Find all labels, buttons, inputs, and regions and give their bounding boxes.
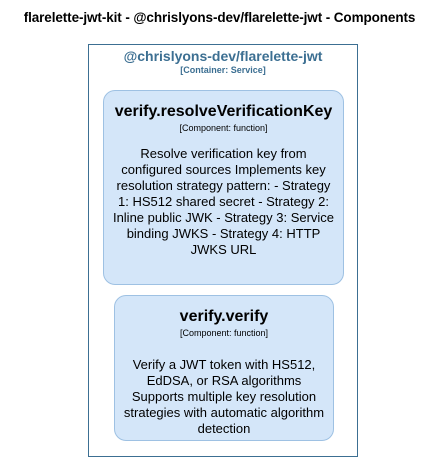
container-type: [Container: Service] (180, 65, 266, 75)
component-description: Resolve verification key from configured sources Implements key resolution strategy pattern: - Strategy 1: HS512 shared secret - Strategy 2: Inline public JWK - Strategy 3: Service binding JWKS - Strategy 4: HTTP JWKS URL (112, 146, 335, 257)
component-type: [Component: function] (179, 123, 268, 133)
container-name: @chrislyons-dev/flarelette-jwt (123, 48, 323, 64)
component-type: [Component: function] (179, 328, 269, 338)
component-resolve-verification-key[interactable] (103, 90, 344, 285)
diagram-title: flarelette-jwt-kit - @chrislyons-dev/flarelette-jwt - Components (23, 10, 416, 25)
component-description: Verify a JWT token with HS512, EdDSA, or RSA algorithms Supports multiple key resolution strategies with automatic algorithm detection (123, 357, 325, 436)
component-name: verify.verify (179, 308, 269, 325)
component-name: verify.resolveVerificationKey (114, 103, 333, 120)
component-verify[interactable] (114, 295, 334, 441)
